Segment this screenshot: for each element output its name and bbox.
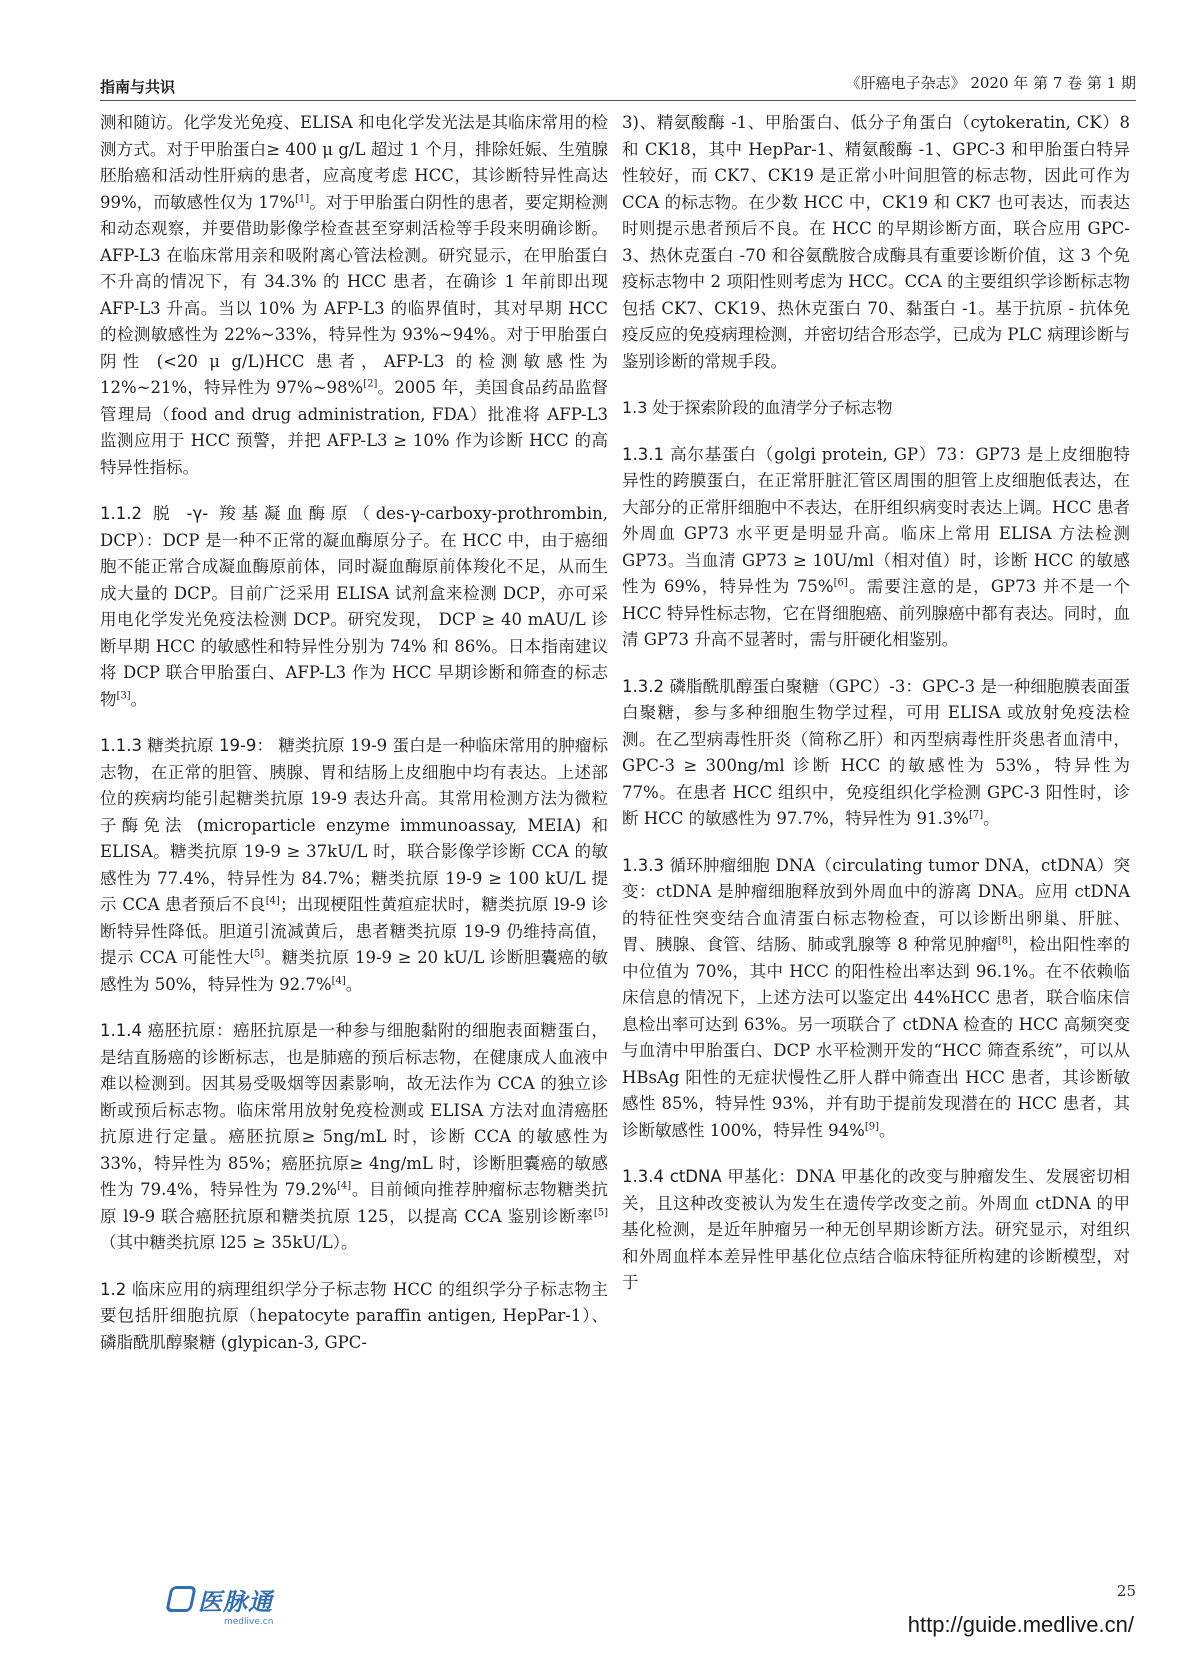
citation: [8] [997,935,1012,947]
logo-domain: medlive.cn [224,1617,274,1627]
subsection-heading: 1.3.2 磷脂酰肌醇蛋白聚糖 [622,676,819,696]
subsection-heading: 1.2 临床应用的病理组织学分子标志物 [100,1279,388,1299]
paragraph-afp-l3: 测和随访。化学发光免疫、ELISA 和电化学发光法是其临床常用的检测方式。对于甲胎蛋白≥ 400 μ g/L 超过 1 个月，排除妊娠、生殖腺胚胎癌和活动性肝病的患者，应高度考虑 HCC，其诊断特异性高达 99%，而敏感性仅为 17%[1]。对于甲胎蛋白阴性的患者，要定期检测和动态观察，并要借助影像学检查甚至穿刺活检等手段来明确诊断。AFP-L3 在临床常用亲和吸附离心管法检测。研究显示，在甲胎蛋白不升高的情况下，有 34.3% 的 HCC 患者，在确诊 1 年前即出现 AFP-L3 升高。当以 10% 为 AFP-L3 的临界值时，其对早期 HCC 的检测敏感性为 22%~33%，特异性为 93%~94%。对于甲胎蛋白阴性 (<20 μ g/L)HCC 患者，AFP-L3 的检测敏感性为 12%~21%，特异性为 97%~98%[2]。2005 年，美国食品药品监督管理局（food and drug administration, FDA）批准将 AFP-L3 监测应用于 HCC 预警，并把 AFP-L3 ≥ 10% 作为诊断 HCC 的高特异性指标。 [100,113,609,477]
medlive-logo [168,1583,300,1629]
footer-url[interactable]: http://guide.medlive.cn/ [907,1612,1134,1637]
citation: [4] [337,1180,352,1192]
section-heading: 1.3 处于探索阶段的血清学分子标志物 [622,398,893,417]
citation: [1] [295,193,310,204]
subsection-heading: 1.1.4 癌胚抗原： [100,1021,234,1040]
citation: [6] [833,577,848,589]
paragraph-gpc3: 1.3.2 磷脂酰肌醇蛋白聚糖（GPC）-3：GPC-3 是一种细胞膜表面蛋白聚糖，参与多种细胞生物学过程，可用 ELISA 或放射免疫法检测。在乙型病毒性肝炎（简称乙肝）和丙型病毒性肝炎患者血清中，GPC-3 ≥ 300ng/ml 诊断 HCC 的敏感性为 53%，特异性为 77%。在患者 HCC 组织中，免疫组织化学检测 GPC-3 阳性时，诊断 HCC 的敏感性为 97.7%，特异性为 91.3%[7]。 [622,676,1130,828]
citation: [4] [331,975,346,986]
subsection-heading: 1.1.3 糖类抗原 19-9： [100,736,274,755]
right-column [622,110,1130,1317]
subsection-heading: 1.3.1 高尔基蛋白 [622,444,757,464]
subsection-heading: 1.3.4 ctDNA 甲基化： [622,1167,796,1186]
paragraph-ctdna-mutation: 1.3.3 循环肿瘤细胞 DNA（circulating tumor DNA，ctDNA）突变：ctDNA 是肿瘤细胞释放到外周血中的游离 DNA。应用 ctDNA 的特征性突变结合血清蛋白标志物检查，可以诊断出卵巢、肝脏、胃、胰腺、食管、结肠、肺或乳腺等 8 种常见肿瘤[8]，检出阳性率的中位值为 70%，其中 HCC 的阳性检出率达到 96.1%。在不依赖临床信息的情况下，上述方法可以鉴定出 44%HCC 患者，联合临床信息检出率可达到 63%。另一项联合了 ctDNA 检查的 HCC 高频突变与血清中甲胎蛋白、DCP 水平检测开发的“HCC 筛查系统”，可以从 HBsAg 阳性的无症状慢性乙肝人群中筛查出 HCC 患者，其诊断敏感性 85%，特异性 93%，并有助于提前发现潜在的 HCC 患者，其诊断敏感性 100%，特异性 94%[9]。 [622,855,1131,1140]
logo-mark-icon [165,1586,197,1612]
citation: [3] [116,690,131,701]
citation: [5] [593,1207,608,1218]
section-label: 指南与共识 [100,78,176,96]
header-rule [100,100,1136,101]
logo-wordmark: 医脉通 [198,1587,273,1616]
paragraph-cea: 1.1.4 癌胚抗原：癌胚抗原是一种参与细胞黏附的细胞表面糖蛋白，是结直肠癌的诊断标志，也是肺癌的预后标志物，在健康成人血液中难以检测到。因其易受吸烟等因素影响，故无法作为 CCA 的独立诊断或预后标志物。临床常用放射免疫检测或 ELISA 方法对血清癌胚抗原进行定量。癌胚抗原≥ 5ng/mL 时，诊断 CCA 的敏感性为 33%，特异性为 85%；癌胚抗原≥ 4ng/mL 时，诊断胆囊癌的敏感性为 79.4%，特异性为 79.2%[4]。目前倾向推荐肿瘤标志物糖类抗原 l9-9 联合癌胚抗原和糖类抗原 125，以提高 CCA 鉴别诊断率[5]（其中糖类抗原 l25 ≥ 35kU/L）。 [100,1021,609,1252]
subsection-heading: 1.1.2 脱 -γ- 羧基凝血酶原 [100,504,354,523]
left-column [100,110,608,1376]
paragraph-ca19-9: 1.1.3 糖类抗原 19-9： 糖类抗原 19-9 蛋白是一种临床常用的肿瘤标志物，在正常的胆管、胰腺、胃和结肠上皮细胞中均有表达。上述部位的疾病均能引起糖类抗原 19-9 表达升高。其常用检测方法为微粒子酶免法 (microparticle enzyme immunoassay, MEIA) 和 ELISA。糖类抗原 19-9 ≥ 37kU/L 时，联合影像学诊断 CCA 的敏感性为 77.4%，特异性为 84.7%；糖类抗原 19-9 ≥ 100 kU/L 提示 CCA 患者预后不良[4]；出现梗阻性黄疸症状时，糖类抗原 l9-9 诊断特异性降低。胆道引流减黄后，患者糖类抗原 19-9 仍维持高值，提示 CCA 可能性大[5]。糖类抗原 19-9 ≥ 20 kU/L 诊断胆囊癌的敏感性为 50%，特异性为 92.7%[4]。 [100,736,608,994]
citation: [5] [250,948,265,960]
subsection-heading: 1.3.3 循环肿瘤细胞 [622,855,771,875]
paragraph-pathology-continued: 3)、精氨酸酶 -1、甲胎蛋白、低分子角蛋白（cytokeratin, CK）8 和 CK18，其中 HepPar-1、精氨酸酶 -1、GPC-3 和甲胎蛋白特异性较好，而 CK7、CK19 是正常小叶间胆管的标志物，因此可作为 CCA 的标志物。在少数 HCC 中，CK19 和 CK7 也可表达，而表达时则提示患者预后不良。在 HCC 的早期诊断方面，联合应用 GPC-3、热休克蛋白 -70 和谷氨酰胺合成酶具有重要诊断价值，这 3 个免疫标志物中 2 项阳性则考虑为 HCC。CCA 的主要组织学诊断标志物包括 CK7、CK19、热休克蛋白 70、黏蛋白 -1。基于抗原 - 抗体免疫反应的免疫病理检测，并密切结合形态学，已成为 PLC 病理诊断与鉴别诊断的常规手段。 [622,113,1130,371]
citation: [4] [265,895,280,907]
page-number: 25 [1116,1582,1136,1600]
citation: [2] [363,378,378,390]
citation: [7] [968,809,984,821]
citation: [9] [864,1121,880,1132]
journal-citation: 《肝癌电子杂志》 2020 年 第 7 卷 第 1 期 [845,74,1136,92]
paragraph-dcp: 1.1.2 脱 -γ- 羧基凝血酶原（des-γ-carboxy-prothrombin, DCP）：DCP 是一种不正常的凝血酶原分子。在 HCC 中，由于癌细胞不能正常合成凝血酶原前体，同时凝血酶原前体羧化不足，从而生成大量的 DCP。目前广泛采用 ELISA 试剂盒来检测 DCP，亦可采用电化学发光免疫法检测 DCP。研究发现， DCP ≥ 40 mAU/L 诊断早期 HCC 的敏感性和特异性分别为 74% 和 86%。日本指南建议将 DCP 联合甲胎蛋白、AFP-L3 作为 HCC 早期诊断和筛查的标志物[3]。 [100,504,608,709]
paragraph-ctdna-methylation: 1.3.4 ctDNA 甲基化：DNA 甲基化的改变与肿瘤发生、发展密切相关，且这种改变被认为发生在遗传学改变之前。外周血 ctDNA 的甲基化检测，是近年肿瘤另一种无创早期诊断方法。研究显示，对组织和外周血样本差异性甲基化位点结合临床特征所构建的诊断模型，对于 [622,1167,1130,1292]
paragraph-gp73: 1.3.1 高尔基蛋白（golgi protein, GP）73：GP73 是上皮细胞特异性的跨膜蛋白，在正常肝脏汇管区周围的胆管上皮细胞低表达，在大部分的正常肝细胞中不表达，在肝组织病变时表达上调。HCC 患者外周血 GP73 水平更是明显升高。临床上常用 ELISA 方法检测 GP73。当血清 GP73 ≥ 10U/ml（相对值）时，诊断 HCC 的敏感性为 69%，特异性为 75%[6]。需要注意的是，GP73 并不是一个 HCC 特异性标志物，它在肾细胞癌、前列腺癌中都有表达。同时，血清 GP73 升高不显著时，需与肝硬化相鉴别。 [622,444,1131,649]
paragraph-pathology-markers: 1.2 临床应用的病理组织学分子标志物 HCC 的组织学分子标志物主要包括肝细胞抗原（hepatocyte paraffin antigen, HepPar-1）、磷脂酰肌醇聚糖 (glypican-3, GPC- [100,1279,608,1352]
